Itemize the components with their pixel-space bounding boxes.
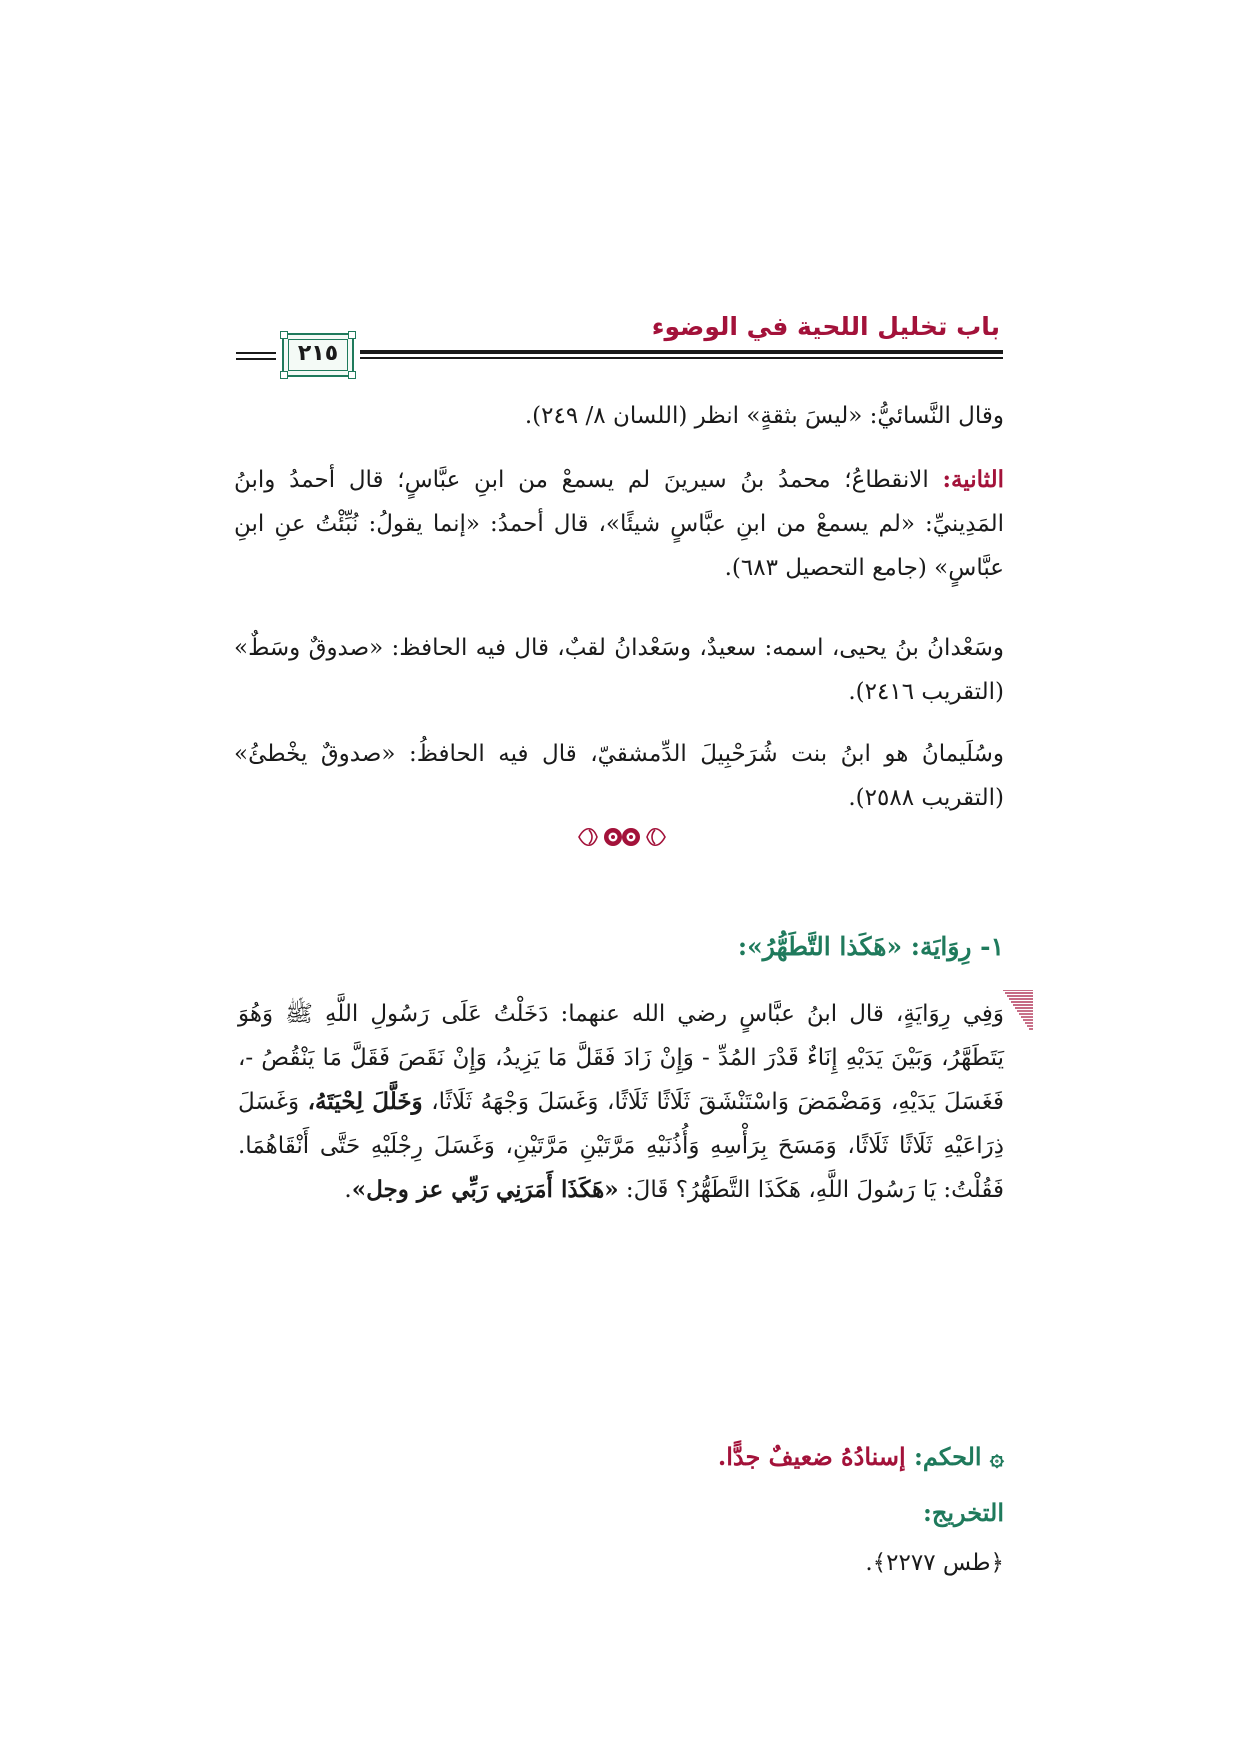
hadith-emphasis-beard: وَخَلَّلَ لِحْيَتَهُ، <box>307 1088 423 1115</box>
page-number: ٢١٥ <box>297 341 339 366</box>
hadith-emphasis-command: «هَكَذَا أَمَرَنِي رَبِّي عز وجل» <box>351 1176 619 1203</box>
chapter-title: باب تخليل اللحية في الوضوء <box>651 312 1000 341</box>
paragraph-nasai: وقال النَّسائيُّ: «ليسَ بثقةٍ» انظر (اللسان ٨/ ٢٤٩). <box>524 403 1004 429</box>
hadith-text <box>238 992 1004 1212</box>
frame-corner-ornament <box>348 371 356 379</box>
header-rule <box>360 350 1003 354</box>
frame-corner-ornament <box>348 331 356 339</box>
frame-corner-ornament <box>280 371 288 379</box>
section-heading: ١- رِوَايَة: «هَكَذا التَّطَهُّرُ»: <box>737 932 1004 961</box>
hadith-end: . <box>344 1177 352 1203</box>
hadith-text-part2: وَغَسَلَ ذِرَاعَيْهِ ثَلَاثًا ثَلَاثًا، وَمَسَحَ بِرَأْسِهِ وَأُذُنَيْهِ مَرَّتَيْنِ مَرَّتَيْنِ، وَغَسَلَ رِجْلَيْهِ حَتَّى أَنْقَاهُمَا. فَقُلْتُ: يَا رَسُولَ اللَّهِ، هَكَذَا التَّطَهُّرُ؟ قَالَ: <box>238 1089 1004 1203</box>
frame-corner-ornament <box>280 331 288 339</box>
takhrij-reference: ﴿طس ٢٢٧٧﴾. <box>865 1550 1004 1576</box>
corner-ribbon-ornament <box>1003 990 1033 1050</box>
paragraph-sadan: وسَعْدانُ بنُ يحيى، اسمه: سعيدٌ، وسَعْدانُ لقبٌ، قال فيه الحافظ: «صدوقٌ وسَطٌ» (التقريب ٢٤١٦). <box>234 635 1004 705</box>
hadith-text-part1: وَفِي رِوَايَةٍ، قال ابنُ عبَّاسٍ رضي الله عنهما: دَخَلْتُ عَلَى رَسُولِ اللَّهِ ﷺ وَهُوَ يَتَطَهَّرُ، وَبَيْنَ يَدَيْهِ إِنَاءٌ قَدْرَ المُدِّ - وَإِنْ زَادَ فَقَلَّ مَا يَزِيدُ، وَإِنْ نَقَصَ فَقَلَّ مَا يَنْقُصُ -، فَغَسَلَ يَدَيْهِ، وَمَضْمَضَ وَاسْتَنْشَقَ ثَلَاثًا ثَلَاثًا، وَغَسَلَ وَجْهَهُ ثَلَاثًا، <box>238 1001 1004 1115</box>
header-rule-thin <box>360 357 1003 359</box>
ruling-prefix: ۞ الحكم: <box>914 1442 1004 1471</box>
ruling <box>718 1442 1004 1471</box>
ruling-text: إسنادُهُ ضعيفٌ جدًّا. <box>717 1442 915 1471</box>
takhrij-heading: التخريج: <box>923 1498 1004 1527</box>
section-divider-ornament <box>575 820 669 854</box>
header-rule-left <box>236 352 276 354</box>
paragraph-inqita <box>234 458 1004 590</box>
second-defect-label: الثانية: <box>942 466 1004 493</box>
header-rule-left-lower <box>236 358 276 360</box>
paragraph-sulayman: وسُلَيمانُ هو ابنُ بنت شُرَحْبِيلَ الدِّمشقيّ، قال فيه الحافظُ: «صدوقٌ يخْطئُ» (التقريب ٢٥٨٨). <box>234 741 1004 811</box>
page-number-badge <box>282 333 354 377</box>
second-defect-text: الانقطاعُ؛ محمدُ بنُ سيرينَ لم يسمعْ من ابنِ عبَّاسٍ؛ قال أحمدُ وابنُ المَدِينيِّ: «لم يسمعْ من ابنِ عبَّاسٍ شيئًا»، قال أحمدُ: «إنما يقولُ: نُبِّئْتُ عنِ ابنِ عبَّاسٍ» (جامع التحصيل ٦٨٣). <box>234 467 1004 581</box>
